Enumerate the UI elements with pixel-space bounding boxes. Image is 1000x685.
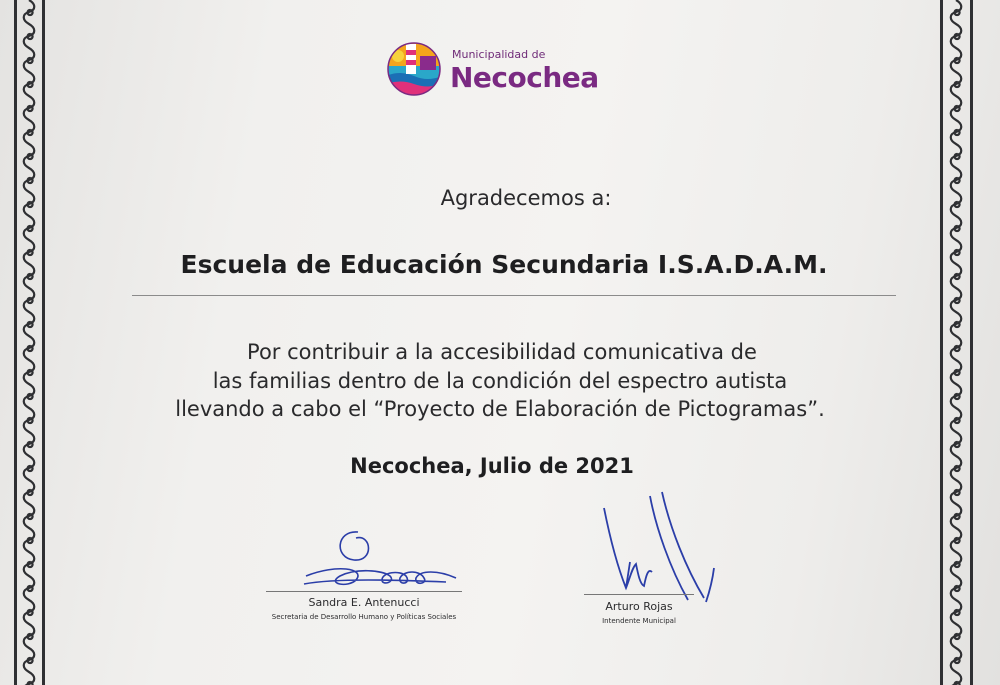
body-line-3: llevando a cabo el “Proyecto de Elaboración de Pictogramas”. [175,397,825,421]
signature-1-handwriting [296,524,466,594]
body-line-1: Por contribuir a la accesibilidad comunicativa de [247,340,757,364]
signature-1-line [266,591,462,592]
signature-2-line [584,594,694,595]
signatory-2-role: Intendente Municipal [602,617,676,625]
municipality-logo [386,36,636,102]
place-and-date: Necochea, Julio de 2021 [350,454,634,478]
recipient-name: Escuela de Educación Secundaria I.S.A.D.A.M. [180,250,828,279]
greeting-text: Agradecemos a: [440,186,612,210]
logo-city-name: Necochea [450,61,599,94]
signatory-1-name: Sandra E. Antenucci [308,596,420,609]
signatory-1-role: Secretaria de Desarrollo Humano y Políticas Sociales [271,613,457,621]
recipient-underline [132,295,896,296]
body-line-2: las familias dentro de la condición del espectro autista [212,369,788,393]
necochea-emblem-icon [386,36,442,98]
signatory-2-name: Arturo Rojas [605,600,673,613]
logo-prefix: Municipalidad de [452,48,546,61]
